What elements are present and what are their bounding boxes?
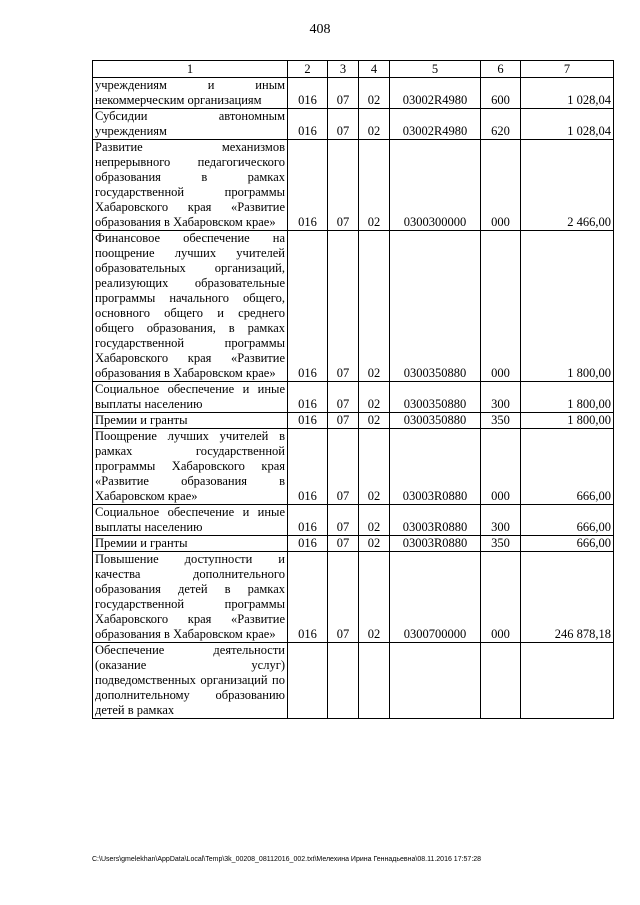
expense-type-code: 000	[481, 231, 521, 382]
amount: 666,00	[521, 536, 614, 552]
ministry-code: 016	[288, 382, 328, 413]
section-code: 07	[328, 140, 359, 231]
amount: 1 800,00	[521, 382, 614, 413]
row-name: Повышение доступности и качества дополнительного образования детей в рамках государственной программы Хабаровского края «Развитие образования в Хабаровском крае»	[93, 552, 288, 643]
expense-type-code	[481, 643, 521, 719]
subsection-code: 02	[359, 109, 390, 140]
target-code: 03003R0880	[390, 429, 481, 505]
expense-type-code: 620	[481, 109, 521, 140]
target-code: 0300700000	[390, 552, 481, 643]
table-row	[93, 536, 614, 552]
table-row	[93, 140, 614, 231]
table-header-row	[93, 61, 614, 78]
expense-type-code: 000	[481, 429, 521, 505]
ministry-code	[288, 643, 328, 719]
table-row	[93, 643, 614, 719]
row-name: Премии и гранты	[93, 536, 288, 552]
subsection-code: 02	[359, 78, 390, 109]
target-code: 03002R4980	[390, 78, 481, 109]
section-code: 07	[328, 429, 359, 505]
section-code: 07	[328, 231, 359, 382]
subsection-code: 02	[359, 536, 390, 552]
column-header: 2	[288, 61, 328, 78]
section-code	[328, 643, 359, 719]
amount	[521, 643, 614, 719]
section-code: 07	[328, 78, 359, 109]
section-code: 07	[328, 536, 359, 552]
row-name: Развитие механизмов непрерывного педагогического образования в рамках государственной программы Хабаровского края «Развитие образования в Хабаровском крае»	[93, 140, 288, 231]
column-header: 1	[93, 61, 288, 78]
ministry-code: 016	[288, 109, 328, 140]
table-row	[93, 505, 614, 536]
amount: 1 800,00	[521, 231, 614, 382]
amount: 666,00	[521, 505, 614, 536]
table-row	[93, 382, 614, 413]
expense-type-code: 350	[481, 536, 521, 552]
ministry-code: 016	[288, 429, 328, 505]
subsection-code: 02	[359, 505, 390, 536]
table-row	[93, 109, 614, 140]
ministry-code: 016	[288, 505, 328, 536]
row-name: Премии и гранты	[93, 413, 288, 429]
expense-type-code: 300	[481, 505, 521, 536]
ministry-code: 016	[288, 413, 328, 429]
amount: 2 466,00	[521, 140, 614, 231]
section-code: 07	[328, 109, 359, 140]
subsection-code: 02	[359, 413, 390, 429]
amount: 666,00	[521, 429, 614, 505]
table-row	[93, 552, 614, 643]
subsection-code: 02	[359, 552, 390, 643]
expense-type-code: 600	[481, 78, 521, 109]
table-row	[93, 413, 614, 429]
amount: 246 878,18	[521, 552, 614, 643]
subsection-code: 02	[359, 140, 390, 231]
subsection-code: 02	[359, 382, 390, 413]
amount: 1 800,00	[521, 413, 614, 429]
page-number: 408	[309, 22, 331, 37]
expense-type-code: 000	[481, 140, 521, 231]
target-code	[390, 643, 481, 719]
expense-type-code: 350	[481, 413, 521, 429]
table-row	[93, 78, 614, 109]
target-code: 0300300000	[390, 140, 481, 231]
ministry-code: 016	[288, 140, 328, 231]
subsection-code: 02	[359, 429, 390, 505]
target-code: 0300350880	[390, 382, 481, 413]
target-code: 03003R0880	[390, 536, 481, 552]
target-code: 0300350880	[390, 231, 481, 382]
column-header: 7	[521, 61, 614, 78]
section-code: 07	[328, 552, 359, 643]
column-header: 3	[328, 61, 359, 78]
amount: 1 028,04	[521, 109, 614, 140]
ministry-code: 016	[288, 552, 328, 643]
ministry-code: 016	[288, 231, 328, 382]
row-name: Обеспечение деятельности (оказание услуг) подведомственных организаций по дополнительному образованию детей в рамках	[93, 643, 288, 719]
column-header: 5	[390, 61, 481, 78]
footer-file-path: C:\Users\gmelekhan\AppData\Local\Temp\3k_00208_08112016_002.txt\Мелехина Ирина Геннадьевна\08.11.2016 17:57:28	[92, 856, 482, 863]
ministry-code: 016	[288, 78, 328, 109]
budget-table	[92, 60, 614, 719]
row-name: Финансовое обеспечение на поощрение лучших учителей образовательных организаций, реализующих образовательные программы начального общего, основного общего и среднего общего образования, в рамках государственной программы Хабаровского края «Развитие образования в Хабаровском крае»	[93, 231, 288, 382]
section-code: 07	[328, 505, 359, 536]
target-code: 0300350880	[390, 413, 481, 429]
expense-type-code: 300	[481, 382, 521, 413]
target-code: 03003R0880	[390, 505, 481, 536]
column-header: 6	[481, 61, 521, 78]
ministry-code: 016	[288, 536, 328, 552]
subsection-code: 02	[359, 231, 390, 382]
amount: 1 028,04	[521, 78, 614, 109]
target-code: 03002R4980	[390, 109, 481, 140]
subsection-code	[359, 643, 390, 719]
column-header: 4	[359, 61, 390, 78]
expense-type-code: 000	[481, 552, 521, 643]
row-name: Поощрение лучших учителей в рамках государственной программы Хабаровского края «Развитие образования в Хабаровском крае»	[93, 429, 288, 505]
table-row	[93, 231, 614, 382]
row-name: Социальное обеспечение и иные выплаты населению	[93, 382, 288, 413]
section-code: 07	[328, 413, 359, 429]
row-name: Социальное обеспечение и иные выплаты населению	[93, 505, 288, 536]
row-name: учреждениям и иным некоммерческим организациям	[93, 78, 288, 109]
row-name: Субсидии автономным учреждениям	[93, 109, 288, 140]
section-code: 07	[328, 382, 359, 413]
table-row	[93, 429, 614, 505]
